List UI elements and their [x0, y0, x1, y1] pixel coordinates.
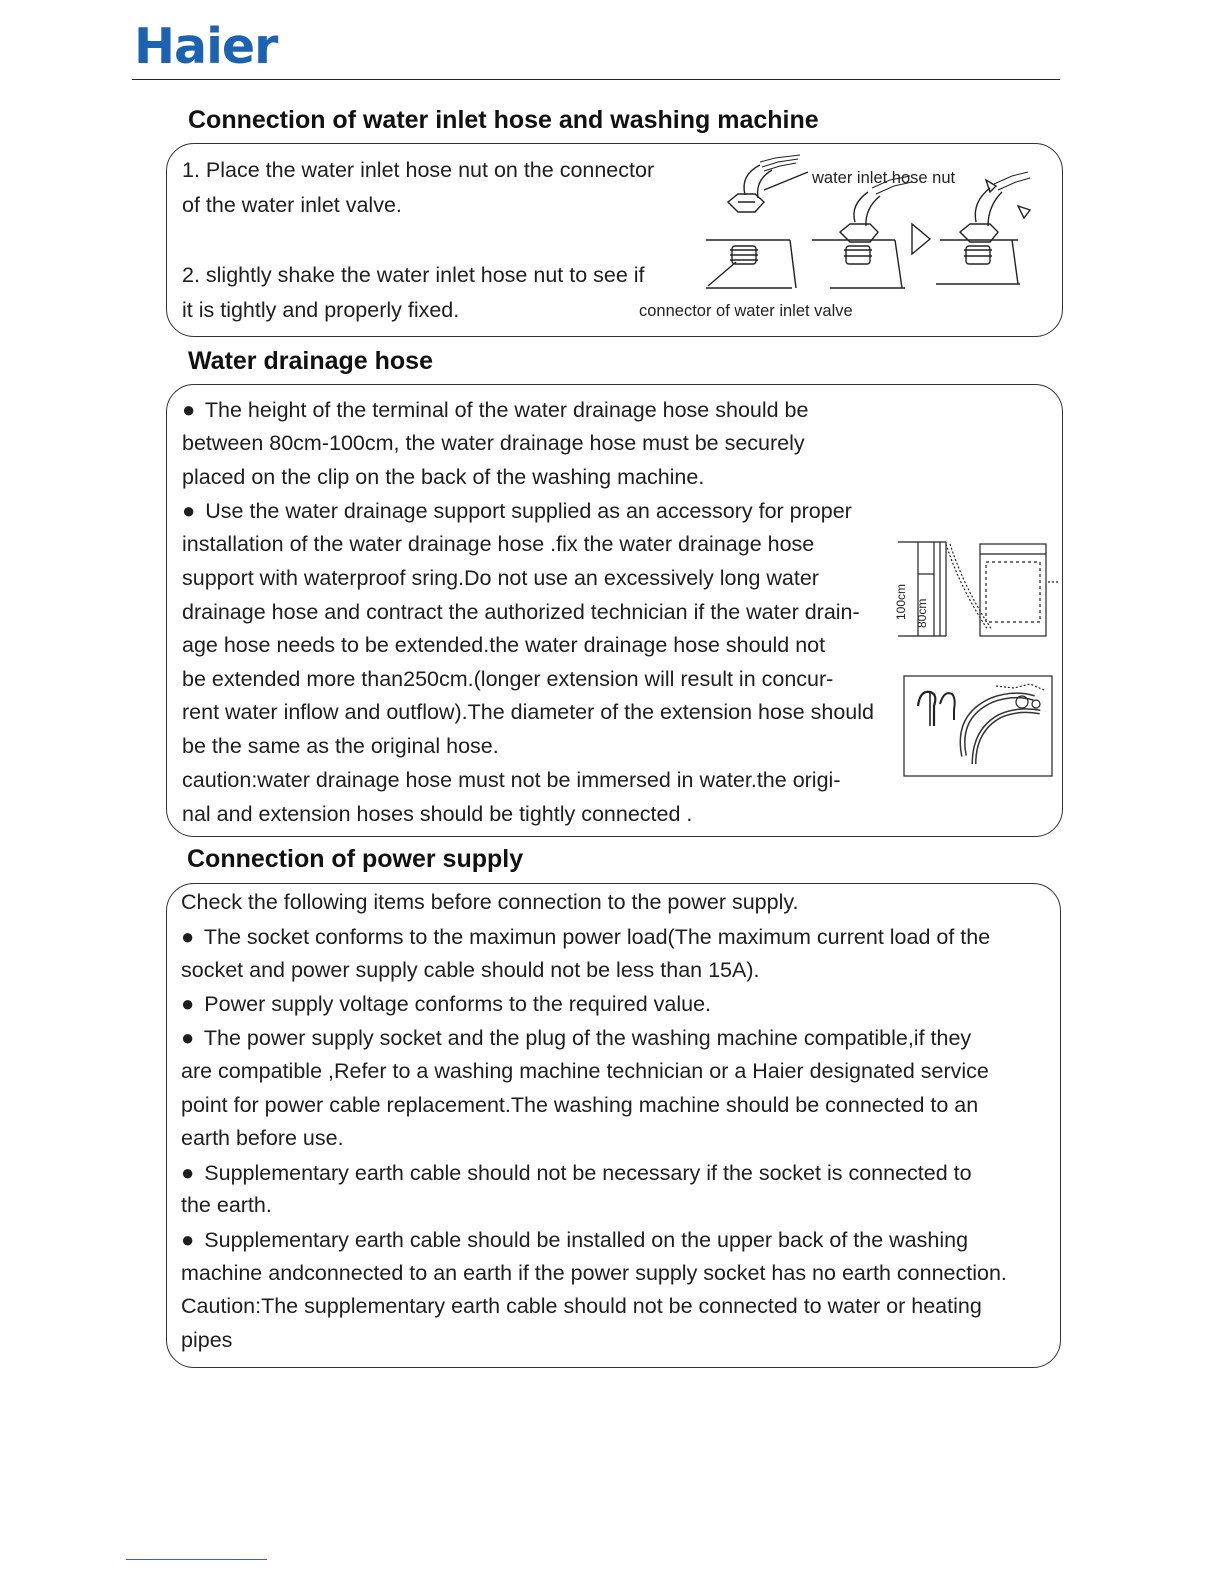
- drainage-line-9: be extended more than250cm.(longer extension will result in concur-: [182, 667, 834, 691]
- bullet-icon: ●: [182, 397, 196, 422]
- inlet-line-3: 2. slightly shake the water inlet hose nut to see if: [182, 263, 645, 287]
- power-line-14: pipes: [181, 1328, 233, 1352]
- power-line-2: ● The socket conforms to the maximun power load(The maximum current load of the: [181, 924, 991, 949]
- label-hose-nut: water inlet hose nut: [812, 169, 956, 187]
- drainage-line-4: ● Use the water drainage support supplied as an accessory for proper: [182, 498, 852, 523]
- label-100cm: 100cm: [894, 583, 908, 620]
- inlet-line-4: it is tightly and properly fixed.: [182, 298, 460, 322]
- power-line-10: the earth.: [181, 1193, 272, 1217]
- bullet-icon: ●: [181, 1025, 195, 1050]
- bullet-icon: ●: [182, 498, 196, 523]
- section-title-inlet: Connection of water inlet hose and washing machine: [188, 106, 819, 134]
- inlet-line-2: of the water inlet valve.: [182, 193, 402, 217]
- power-line-3: socket and power supply cable should not be less than 15A).: [181, 958, 760, 982]
- inlet-line-1: 1. Place the water inlet hose nut on the connector: [182, 158, 655, 182]
- bullet-icon: ●: [181, 924, 195, 949]
- power-line-4: ● Power supply voltage conforms to the required value.: [181, 991, 712, 1016]
- drainage-clip-illustration: [904, 676, 1052, 778]
- label-80cm: 80cm: [915, 598, 929, 628]
- section-title-drainage: Water drainage hose: [188, 347, 433, 375]
- bullet-icon: ●: [181, 991, 195, 1016]
- drainage-line-11: be the same as the original hose.: [182, 734, 499, 758]
- power-line-6: are compatible ,Refer to a washing machine technician or a Haier designated service: [181, 1059, 989, 1083]
- haier-logo: Haier: [134, 18, 278, 75]
- power-line-9: ● Supplementary earth cable should not be necessary if the socket is connected to: [181, 1160, 972, 1185]
- power-line-11: ● Supplementary earth cable should be installed on the upper back of the washing: [181, 1227, 969, 1252]
- drainage-line-13: nal and extension hoses should be tightly connected .: [182, 802, 693, 826]
- drainage-line-10: rent water inflow and outflow).The diameter of the extension hose should: [182, 700, 874, 724]
- bullet-icon: ●: [181, 1227, 195, 1252]
- drainage-line-5: installation of the water drainage hose .fix the water drainage hose: [182, 532, 815, 556]
- power-line-1: Check the following items before connection to the power supply.: [181, 890, 799, 914]
- drainage-line-3: placed on the clip on the back of the washing machine.: [182, 465, 705, 489]
- power-line-8: earth before use.: [181, 1126, 344, 1150]
- power-line-12: machine andconnected to an earth if the power supply socket has no earth connection.: [181, 1261, 1007, 1285]
- drainage-line-1: ● The height of the terminal of the water drainage hose should be: [182, 397, 809, 422]
- power-line-7: point for power cable replacement.The washing machine should be connected to an: [181, 1093, 979, 1117]
- header-divider: [132, 79, 1060, 80]
- drainage-line-7: drainage hose and contract the authorized technician if the water drain-: [182, 600, 860, 624]
- drainage-line-12: caution:water drainage hose must not be immersed in water.the origi-: [182, 768, 841, 792]
- power-line-5: ● The power supply socket and the plug of the washing machine compatible,if they: [181, 1025, 972, 1050]
- bullet-icon: ●: [181, 1160, 195, 1185]
- footer-link-underline[interactable]: [126, 1559, 267, 1560]
- drainage-line-6: support with waterproof sring.Do not use an excessively long water: [182, 566, 819, 590]
- label-valve-connector: connector of water inlet valve: [639, 302, 853, 320]
- drainage-line-2: between 80cm-100cm, the water drainage hose must be securely: [182, 431, 805, 455]
- inlet-hose-illustration: [700, 150, 1040, 290]
- drainage-line-8: age hose needs to be extended.the water drainage hose should not: [182, 633, 826, 657]
- power-line-13: Caution:The supplementary earth cable should not be connected to water or heating: [181, 1294, 982, 1318]
- section-title-power: Connection of power supply: [187, 845, 524, 873]
